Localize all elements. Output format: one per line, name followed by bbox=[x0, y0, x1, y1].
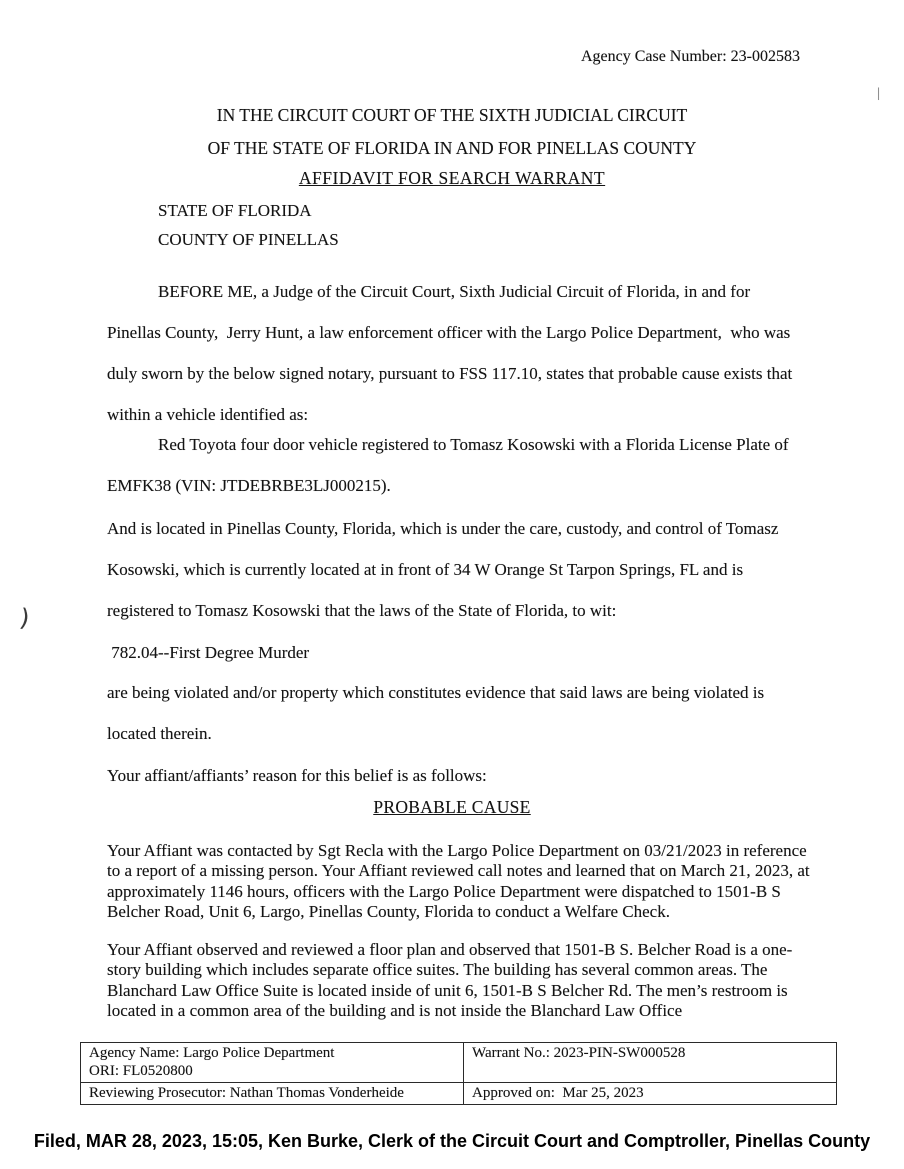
paragraph-vehicle-description: Red Toyota four door vehicle registered to Tomasz Kosowski with a Florida License Plate of EMFK38 (VIN: JTDEBRBE3LJ000215). bbox=[107, 435, 793, 495]
probable-cause-paragraph-1: Your Affiant was contacted by Sgt Recla with the Largo Police Department on 03/21/2023 in reference to a report of a missing person. Your Affiant reviewed call notes and learned that on March 21, 2023, at approximately 1146 hours, officers with the Largo Police Department were dispatched to 1501-B S Belcher Road, Unit 6, Largo, Pinellas County, Florida to conduct a Welfare Check. bbox=[107, 841, 814, 921]
table-row bbox=[81, 1043, 837, 1083]
reviewing-prosecutor-cell: Reviewing Prosecutor: Nathan Thomas Vonderheide bbox=[81, 1083, 464, 1105]
clerk-filed-stamp: Filed, MAR 28, 2023, 15:05, Ken Burke, Clerk of the Circuit Court and Comptroller, Pinellas County bbox=[33, 1131, 871, 1151]
paragraph-before-me: BEFORE ME, a Judge of the Circuit Court, Sixth Judicial Circuit of Florida, in and for Pinellas County, Jerry Hunt, a law enforcement officer with the Largo Police Department, who was duly sworn by the below signed notary, pursuant to FSS 117.10, states that probable cause exists that within a vehicle identified as: bbox=[107, 282, 797, 424]
agency-case-number: Agency Case Number: 23-002583 bbox=[580, 48, 800, 65]
document-title: AFFIDAVIT FOR SEARCH WARRANT bbox=[298, 168, 606, 188]
footer-info-table bbox=[80, 1042, 837, 1105]
venue-state-line: STATE OF FLORIDA bbox=[158, 201, 312, 220]
venue-county-line: COUNTY OF PINELLAS bbox=[158, 230, 339, 249]
paragraph-belief-intro: Your affiant/affiants’ reason for this belief is as follows: bbox=[107, 766, 487, 785]
court-heading-line1: IN THE CIRCUIT COURT OF THE SIXTH JUDICIAL CIRCUIT bbox=[216, 105, 688, 125]
ori-line: ORI: FL0520800 bbox=[89, 1063, 193, 1079]
paragraph-violation-clause: are being violated and/or property which constitutes evidence that said laws are being violated is located therein. bbox=[107, 683, 769, 743]
scan-artifact-tick: | bbox=[877, 86, 880, 101]
statute-line: 782.04--First Degree Murder bbox=[107, 643, 310, 662]
probable-cause-heading: PROBABLE CAUSE bbox=[373, 797, 531, 817]
paragraph-location-clause: And is located in Pinellas County, Florida, which is under the care, custody, and control of Tomasz Kosowski, which is currently located at in front of 34 W Orange St Tarpon Springs, FL and is registered to Tomasz Kosowski that the laws of the State of Florida, to wit: bbox=[107, 519, 783, 620]
agency-name-line: Agency Name: Largo Police Department bbox=[89, 1045, 335, 1061]
handwritten-mark: ) bbox=[18, 603, 32, 633]
agency-name-cell bbox=[81, 1043, 464, 1083]
table-row bbox=[81, 1083, 837, 1105]
probable-cause-paragraph-2: Your Affiant observed and reviewed a floor plan and observed that 1501-B S. Belcher Road is a one-story building which includes separate office suites. The building has several common areas. The Blanchard Law Office Suite is located inside of unit 6, 1501-B S Belcher Rd. The men’s restroom is located in a common area of the building and is not inside the Blanchard Law Office bbox=[107, 940, 793, 1020]
court-heading-line2: OF THE STATE OF FLORIDA IN AND FOR PINELLAS COUNTY bbox=[207, 138, 697, 158]
warrant-number-cell: Warrant No.: 2023-PIN-SW000528 bbox=[464, 1043, 837, 1083]
approved-on-cell: Approved on: Mar 25, 2023 bbox=[464, 1083, 837, 1105]
